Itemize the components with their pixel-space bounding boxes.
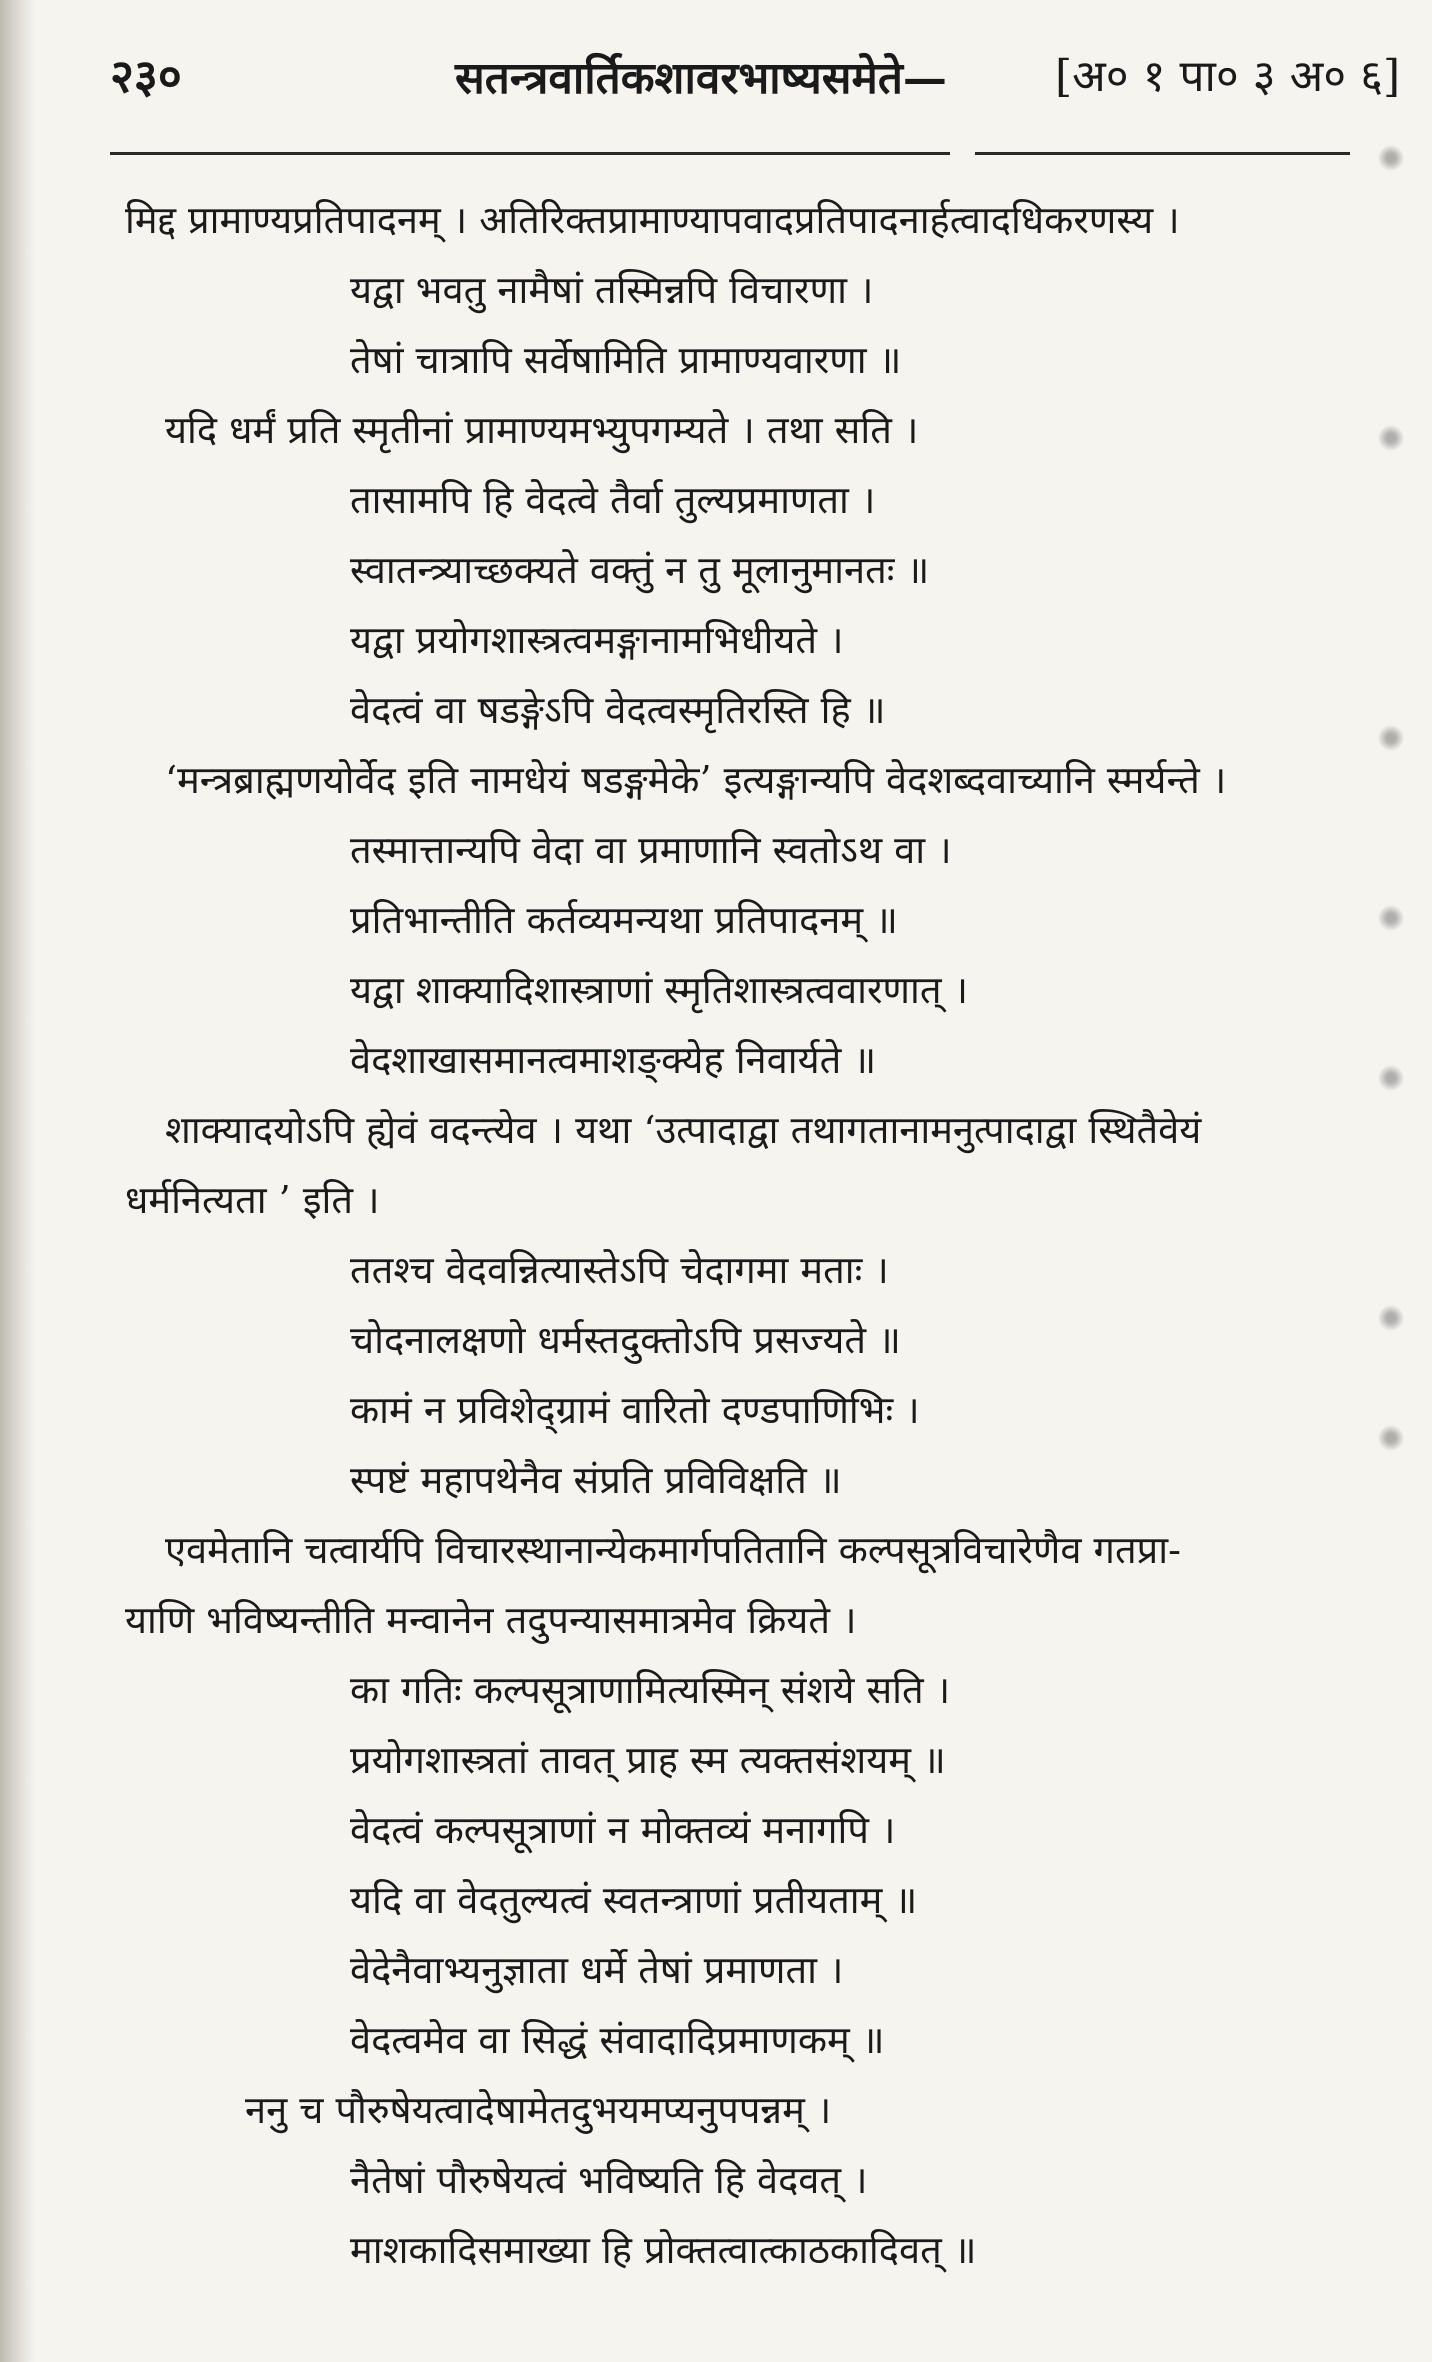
page-header (0, 28, 1432, 118)
verse-line: स्वातन्त्र्याच्छक्यते वक्तुं न तु मूलानुमानतः ॥ (350, 548, 930, 592)
verse-line: ततश्च वेदवन्नित्यास्तेऽपि चेदागमा मताः । (350, 1248, 889, 1292)
verse-line: स्पष्टं महापथेनैव संप्रति प्रविविक्षति ॥ (350, 1458, 842, 1502)
verse-line: नैतेषां पौरुषेयत्वं भविष्यति हि वेदवत् । (350, 2158, 868, 2202)
header-rule-left (110, 152, 950, 155)
prose-line: ननु च पौरुषेयत्वादेषामेतदुभयमप्यनुपपन्नम् । (245, 2088, 832, 2132)
verse-line: तस्मात्तान्यपि वेदा वा प्रमाणानि स्वतोऽथ वा । (350, 828, 952, 872)
prose-line: धर्मनित्यता ’ इति । (125, 1178, 380, 1222)
verse-line: वेदशाखासमानत्वमाशङ्क्येह निवार्यते ॥ (350, 1038, 877, 1082)
verse-line: चोदनालक्षणो धर्मस्तदुक्तोऽपि प्रसज्यते ॥ (350, 1318, 901, 1362)
prose-line: मिद्द प्रामाण्यप्रतिपादनम् । अतिरिक्तप्रामाण्यापवादप्रतिपादनार्हत्वादधिकरणस्य । (125, 198, 1180, 242)
verse-line: वेदत्वं कल्पसूत्राणां न मोक्तव्यं मनागपि । (350, 1808, 896, 1852)
page-edge-shadow (0, 0, 34, 2362)
prose-line: एवमेतानि चत्वार्यपि विचारस्थानान्येकमार्गपतितानि कल्पसूत्रविचारेणैव गतप्रा- (165, 1528, 1181, 1572)
verse-line: का गतिः कल्पसूत्राणामित्यस्मिन् संशये सति । (350, 1668, 951, 1712)
header-rule-right (975, 152, 1350, 155)
verse-line: प्रतिभान्तीति कर्तव्यमन्यथा प्रतिपादनम् ॥ (350, 898, 898, 942)
prose-line: शाक्यादयोऽपि ह्येवं वदन्त्येव । यथा ‘उत्पादाद्वा तथागतानामनुत्पादाद्वा स्थितैवेयं (165, 1108, 1202, 1152)
margin-speck (1378, 1420, 1404, 1456)
prose-line: ‘मन्त्रब्राह्मणयोर्वेद इति नामधेयं षडङ्गमेके’ इत्यङ्गान्यपि वेदशब्दवाच्यानि स्मर्यन्ते । (165, 758, 1227, 802)
page-number: २३० (110, 49, 182, 103)
verse-line: तासामपि हि वेदत्वे तैर्वा तुल्यप्रमाणता । (350, 478, 876, 522)
prose-line: याणि भविष्यन्तीति मन्वानेन तदुपन्यासमात्रमेव क्रियते । (125, 1598, 857, 1642)
verse-line: कामं न प्रविशेद्ग्रामं वारितो दण्डपाणिभिः । (350, 1388, 920, 1432)
margin-speck (1378, 1060, 1404, 1096)
verse-line: वेदत्वं वा षडङ्गेऽपि वेदत्वस्मृतिरस्ति हि ॥ (350, 688, 886, 732)
verse-line: यद्वा शाक्यादिशास्त्राणां स्मृतिशास्त्रत्ववारणात् । (350, 968, 969, 1012)
verse-line: माशकादिसमाख्या हि प्रोक्तत्वात्काठकादिवत् ॥ (350, 2228, 977, 2272)
running-title: सतन्त्रवार्तिकशावरभाष्यसमेते— (455, 53, 947, 104)
verse-line: वेदत्वमेव वा सिद्धं संवादादिप्रमाणकम् ॥ (350, 2018, 885, 2062)
margin-speck (1378, 140, 1404, 176)
verse-line: वेदेनैवाभ्यनुज्ञाता धर्मे तेषां प्रमाणता । (350, 1948, 844, 1992)
margin-speck (1378, 900, 1404, 936)
verse-line: यदि वा वेदतुल्यत्वं स्वतन्त्राणां प्रतीयताम् ॥ (350, 1878, 918, 1922)
margin-speck (1378, 420, 1404, 456)
section-reference: [अ० १ पा० ३ अ० ६] (1055, 51, 1401, 102)
prose-line: यदि धर्मं प्रति स्मृतीनां प्रामाण्यमभ्युपगम्यते । तथा सति । (165, 408, 919, 452)
margin-speck (1378, 720, 1404, 756)
verse-line: यद्वा भवतु नामैषां तस्मिन्नपि विचारणा । (350, 268, 874, 312)
verse-line: प्रयोगशास्त्रतां तावत् प्राह स्म त्यक्तसंशयम् ॥ (350, 1738, 946, 1782)
margin-speck (1378, 1300, 1404, 1336)
verse-line: यद्वा प्रयोगशास्त्रत्वमङ्गानामभिधीयते । (350, 618, 844, 662)
verse-line: तेषां चात्रापि सर्वेषामिति प्रामाण्यवारणा ॥ (350, 338, 902, 382)
